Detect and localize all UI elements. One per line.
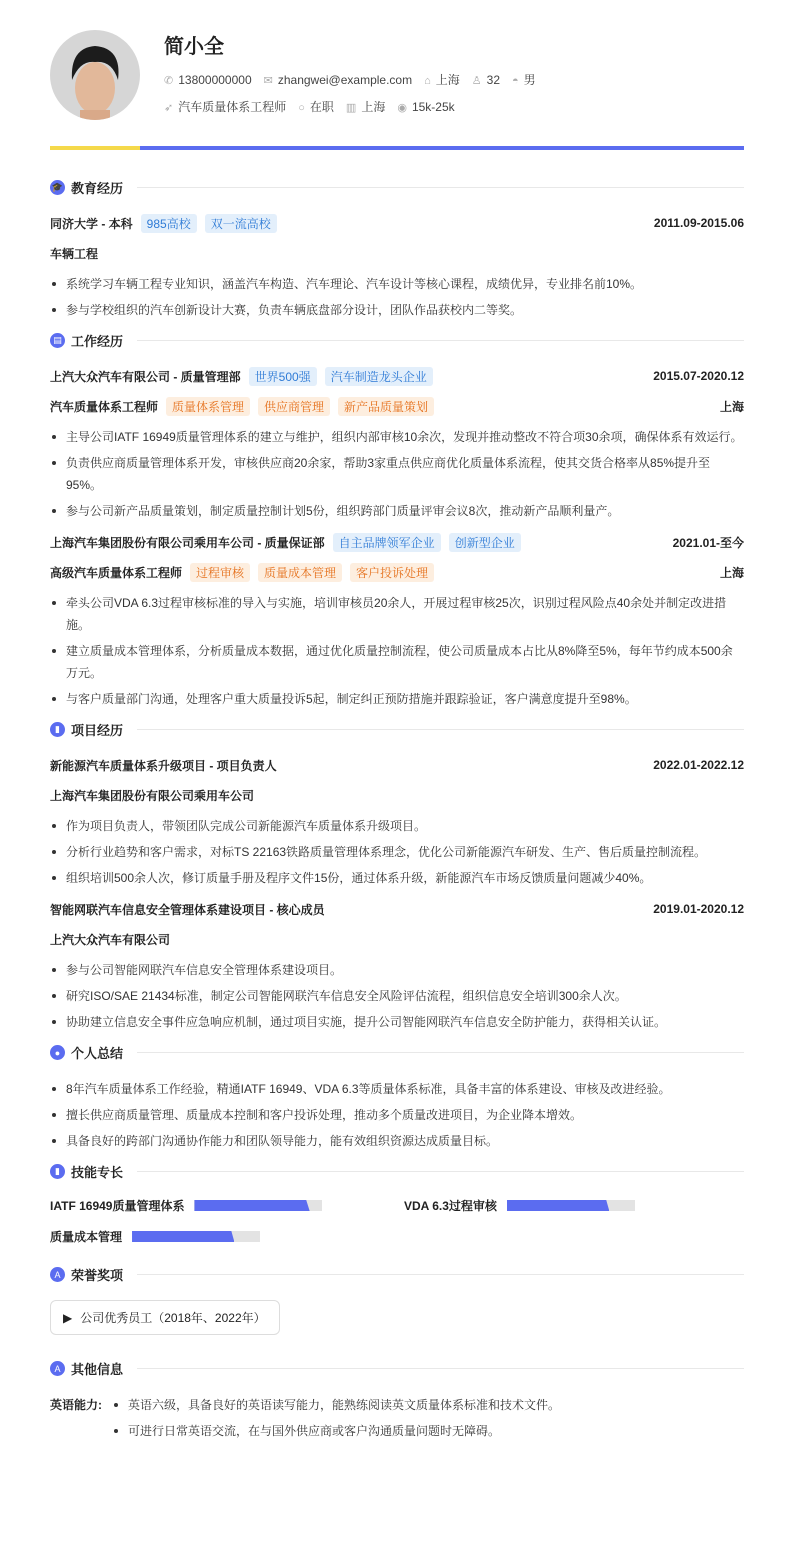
- chart-icon: ▮: [50, 1164, 65, 1179]
- avatar: [50, 30, 140, 120]
- email-icon: ✉: [263, 74, 273, 87]
- skill-level-fill: [507, 1200, 609, 1211]
- send-icon: ➶: [164, 102, 174, 114]
- period: 2022.01-2022.12: [653, 758, 744, 772]
- company: 上汽大众汽车有限公司 - 质量管理部: [50, 369, 241, 384]
- city: 上海: [435, 73, 460, 87]
- location: 上海: [719, 399, 744, 414]
- email: zhangwei@example.com: [277, 72, 413, 87]
- tag: 世界500强: [249, 367, 317, 386]
- gender: 男: [523, 73, 536, 87]
- job-intent: [164, 98, 455, 115]
- skill-tag: 过程审核: [190, 563, 250, 582]
- section-work: ▤ 工作经历: [50, 331, 744, 350]
- period: 2019.01-2020.12: [653, 902, 744, 916]
- skill-tag: 质量体系管理: [166, 397, 250, 416]
- skill-level-bar: [507, 1200, 635, 1211]
- tag: 汽车制造龙头企业: [325, 367, 433, 386]
- list-item: 组织培训500余人次，修订质量手册及程序文件15份，通过体系升级，新能源汽车市场反馈质量问题减少40%。: [50, 867, 744, 889]
- section-summary: ● 个人总结: [50, 1043, 744, 1062]
- section-skills: ▮ 技能专长: [50, 1162, 744, 1181]
- list-item: 牵头公司VDA 6.3过程审核标准的导入与实施，培训审核员20余人，开展过程审核25次，识别过程风险点40余处并制定改进措施。: [50, 592, 744, 636]
- section-projects: ▮ 项目经历: [50, 720, 744, 739]
- list-item: 作为项目负责人，带领团队完成公司新能源汽车质量体系升级项目。: [50, 815, 744, 837]
- list-item: 负责供应商质量管理体系开发，审核供应商20余家，帮助3家重点供应商优化质量体系流程，使其交货合格率从85%提升至95%。: [50, 452, 744, 496]
- list-item: 研究ISO/SAE 21434标准，制定公司智能网联汽车信息安全风险评估流程，组织信息安全培训300余人次。: [50, 985, 744, 1007]
- list-item: 参与学校组织的汽车创新设计大赛，负责车辆底盘部分设计，团队作品获校内二等奖。: [50, 299, 744, 321]
- phone-icon: ✆: [164, 74, 174, 87]
- list-item: 英语六级，具备良好的英语读写能力，能熟练阅读英文质量体系标准和技术文件。: [112, 1394, 560, 1416]
- list-item: 参与公司智能网联汽车信息安全管理体系建设项目。: [50, 959, 744, 981]
- project-name: 智能网联汽车信息安全管理体系建设项目 - 核心成员: [50, 902, 325, 917]
- section-education: 🎓 教育经历: [50, 178, 744, 197]
- skill-item: [404, 1197, 744, 1214]
- list-item: 主导公司IATF 16949质量管理体系的建立与维护，组织内部审核10余次，发现并推动整改不符合项30余项，确保体系有效运行。: [50, 426, 744, 448]
- gender-icon: ◓: [512, 75, 519, 87]
- period: 2011.09-2015.06: [653, 216, 744, 230]
- list-item: 建立质量成本管理体系，分析质量成本数据，通过优化质量控制流程，使公司质量成本占比从8%降至5%，每年节约成本500余万元。: [50, 640, 744, 684]
- school: 同济大学 - 本科: [50, 216, 133, 231]
- section-other: A 其他信息: [50, 1359, 744, 1378]
- age: 32: [486, 72, 501, 87]
- briefcase-icon: ▤: [50, 333, 65, 348]
- job-title: 汽车质量体系工程师: [50, 399, 159, 414]
- tag: 双一流高校: [205, 214, 277, 233]
- list-item: 系统学习车辆工程专业知识，涵盖汽车构造、汽车理论、汽车设计等核心课程，成绩优异，专业排名前10%。: [50, 273, 744, 295]
- graduation-icon: 🎓: [50, 180, 65, 195]
- skill-item: [50, 1228, 404, 1245]
- building-icon: ▥: [345, 102, 357, 114]
- salary-icon: ◉: [397, 101, 407, 114]
- award-icon: A: [50, 1267, 65, 1282]
- info-icon: A: [50, 1361, 65, 1376]
- list-item: 与客户质量部门沟通，处理客户重大质量投诉5起，制定纠正预防措施并跟踪验证，客户满意度提升至98%。: [50, 688, 744, 710]
- position: 汽车质量体系工程师: [178, 100, 287, 114]
- status-icon: ○: [298, 102, 305, 114]
- period: 2021.01-至今: [672, 535, 744, 550]
- project-org: 上海汽车集团股份有限公司乘用车公司: [50, 788, 255, 803]
- list-item: 8年汽车质量体系工作经验，精通IATF 16949、VDA 6.3等质量体系标准，具备丰富的体系建设、审核及改进经验。: [50, 1078, 744, 1100]
- chart-icon: ▮: [50, 722, 65, 737]
- phone: 13800000000: [178, 72, 252, 87]
- list-item: 参与公司新产品质量策划，制定质量控制计划5份，组织跨部门质量评审会议8次，推动新产品顺利量产。: [50, 500, 744, 522]
- list-item: 具备良好的跨部门沟通协作能力和团队领导能力，能有效组织资源达成质量目标。: [50, 1130, 744, 1152]
- skill-level-bar: [194, 1200, 322, 1211]
- home-icon: ⌂: [424, 75, 431, 87]
- project-name: 新能源汽车质量体系升级项目 - 项目负责人: [50, 758, 277, 773]
- skill-item: [50, 1197, 404, 1214]
- job-title: 高级汽车质量体系工程师: [50, 565, 183, 580]
- triangle-right-icon: ▶: [63, 1310, 73, 1325]
- tag: 985高校: [141, 214, 197, 233]
- skill-tag: 新产品质量策划: [338, 397, 434, 416]
- profile-header: [50, 30, 750, 130]
- list-item: 分析行业趋势和客户需求，对标TS 22163铁路质量管理体系理念，优化公司新能源汽车研发、生产、售后质量控制流程。: [50, 841, 744, 863]
- target-city: 上海: [361, 100, 386, 114]
- tag: 创新型企业: [449, 533, 521, 552]
- skill-name: IATF 16949质量管理体系: [50, 1199, 185, 1213]
- status: 在职: [309, 100, 334, 114]
- skill-level-fill: [132, 1231, 234, 1242]
- list-item: 可进行日常英语交流，在与国外供应商或客户沟通质量问题时无障碍。: [112, 1420, 560, 1442]
- skill-tag: 质量成本管理: [258, 563, 342, 582]
- list-item: 擅长供应商质量管理、质量成本控制和客户投诉处理，推动多个质量改进项目，为企业降本增效。: [50, 1104, 744, 1126]
- list-item: 协助建立信息安全事件应急响应机制，通过项目实施，提升公司智能网联汽车信息安全防护能力，获得相关认证。: [50, 1011, 744, 1033]
- major: 车辆工程: [50, 246, 99, 261]
- skill-name: 质量成本管理: [50, 1230, 123, 1244]
- skill-level-bar: [132, 1231, 260, 1242]
- user-icon: ●: [50, 1045, 65, 1060]
- skill-name: VDA 6.3过程审核: [404, 1199, 497, 1213]
- salary: 15k-25k: [411, 99, 455, 114]
- project-org: 上汽大众汽车有限公司: [50, 932, 171, 947]
- period: 2015.07-2020.12: [653, 369, 744, 383]
- company: 上海汽车集团股份有限公司乘用车公司 - 质量保证部: [50, 535, 325, 550]
- skill-level-fill: [194, 1200, 309, 1211]
- contact-info: [164, 71, 536, 88]
- header-divider: [50, 146, 744, 150]
- candidate-name: 简小全: [164, 36, 224, 58]
- skill-tag: 客户投诉处理: [350, 563, 434, 582]
- section-awards: A 荣誉奖项: [50, 1265, 744, 1284]
- award-item[interactable]: ▶ 公司优秀员工（2018年、2022年）: [50, 1300, 280, 1335]
- skill-tag: 供应商管理: [258, 397, 330, 416]
- english-label: 英语能力:: [50, 1398, 102, 1412]
- tag: 自主品牌领军企业: [333, 533, 441, 552]
- age-icon: ♙: [471, 74, 482, 87]
- location: 上海: [719, 565, 744, 580]
